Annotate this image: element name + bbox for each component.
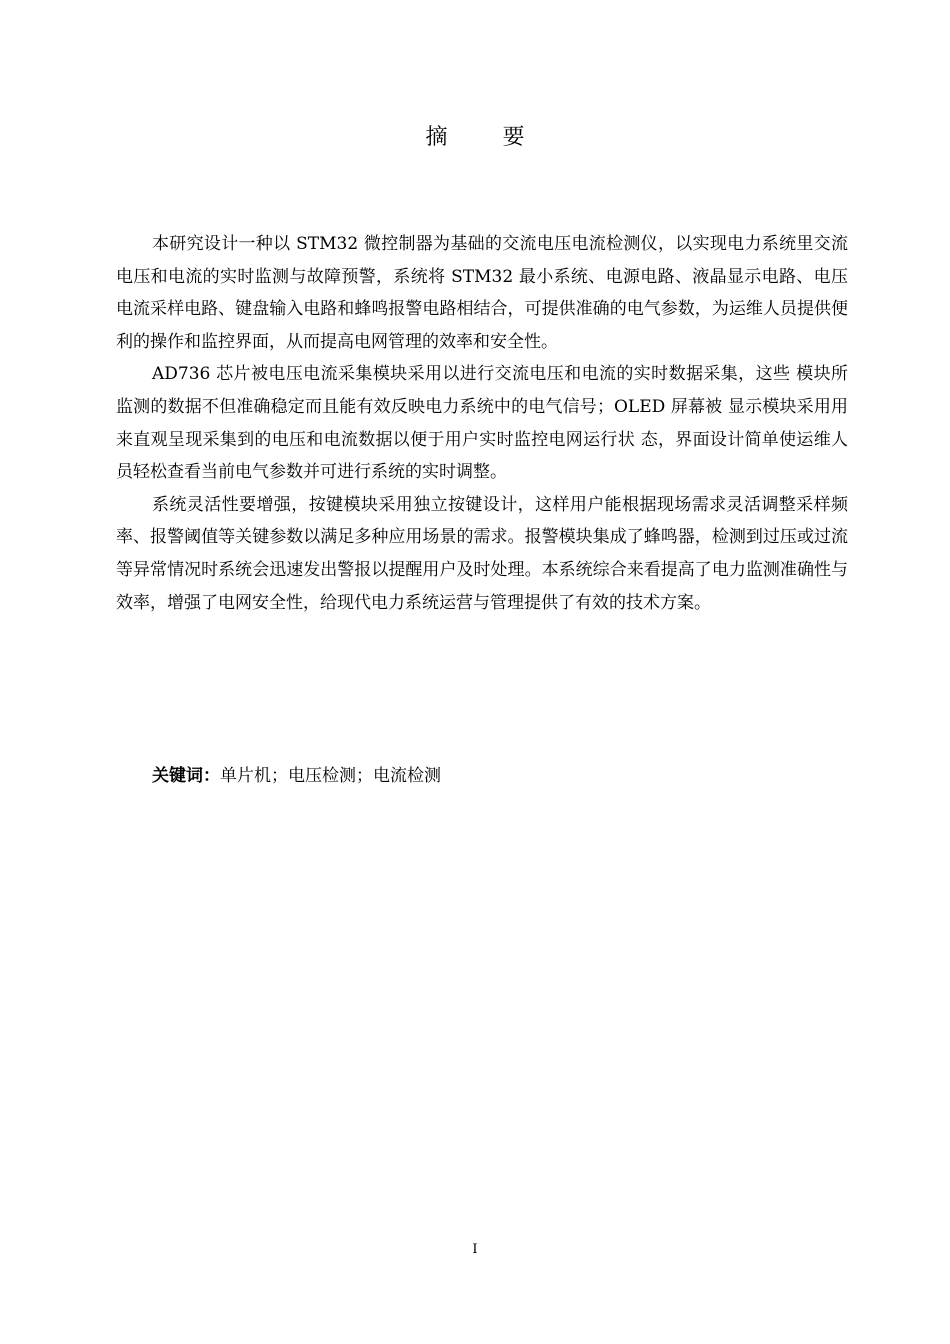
abstract-title: 摘 要	[425, 125, 549, 150]
abstract-body	[116, 228, 848, 619]
abstract-paragraph-1: 本研究设计一种以 STM32 微控制器为基础的交流电压电流检测仪，以实现电力系统里交流电压和电流的实时监测与故障预警，系统将 STM32 最小系统、电源电路、液晶显示电路、电压电流采样电路、键盘输入电路和蜂鸣报警电路相结合，可提供准确的电气参数，为运维人员提供便利的操作和监控界面，从而提高电网管理的效率和安全性。	[116, 234, 848, 352]
abstract-paragraph-2: AD736 芯片被电压电流采集模块采用以进行交流电压和电流的实时数据采集，这些 模块所监测的数据不但准确稳定而且能有效反映电力系统中的电气信号；OLED 屏幕被 显示模块采用用来直观呈现采集到的电压和电流数据以便于用户实时监控电网运行状 态，界面设计简单使运维人员轻松查看当前电气参数并可进行系统的实时调整。	[116, 364, 848, 483]
keywords-value: 单片机；电压检测；电流检测	[220, 766, 441, 786]
abstract-paragraph-3: 系统灵活性要增强，按键模块采用独立按键设计，这样用户能根据现场需求灵活调整采样频率、报警阈值等关键参数以满足多种应用场景的需求。报警模块集成了蜂鸣器，检测到过压或过流等异常情况时系统会迅速发出警报以提醒用户及时处理。本系统综合来看提高了电力监测准确性与效率，增强了电网安全性，给现代电力系统运营与管理提供了有效的技术方案。	[116, 494, 848, 613]
keywords-label: 关键词：	[152, 766, 220, 786]
page-number: I	[472, 1242, 478, 1257]
keywords-line	[152, 760, 441, 792]
